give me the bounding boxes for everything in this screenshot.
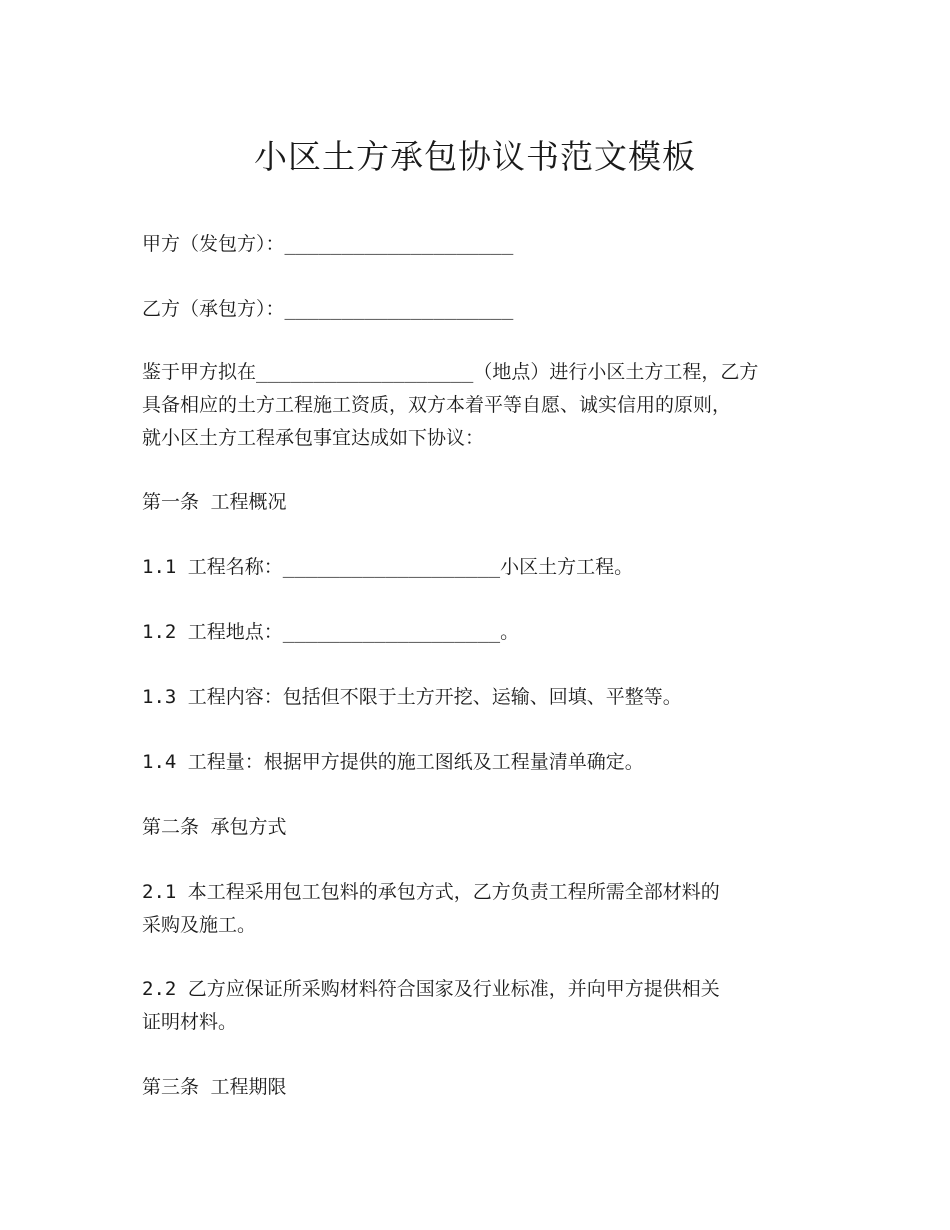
article-3-heading: 第三条 工程期限 xyxy=(142,1076,287,1098)
document-title: 小区土方承包协议书范文模板 xyxy=(254,137,696,176)
article-1-item-4: 1.4 工程量：根据甲方提供的施工图纸及工程量清单确定。 xyxy=(142,751,644,773)
article-1-item-3: 1.3 工程内容：包括但不限于土方开挖、运输、回填、平整等。 xyxy=(142,686,682,708)
article-1-item-1: 1.1 工程名称：___________________小区土方工程。 xyxy=(142,556,634,578)
article-2-item-1-line-1: 2.1 本工程采用包工包料的承包方式，乙方负责工程所需全部材料的 xyxy=(142,881,720,903)
party-a-line: 甲方（发包方）：____________________ xyxy=(142,233,514,255)
party-b-line: 乙方（承包方）：____________________ xyxy=(142,298,514,320)
article-2-item-2-line-2: 证明材料。 xyxy=(142,1011,238,1033)
article-2-heading: 第二条 承包方式 xyxy=(142,816,287,838)
preamble-line-1: 鉴于甲方拟在___________________（地点）进行小区土方工程，乙方 xyxy=(142,361,759,383)
article-2-item-1-line-2: 采购及施工。 xyxy=(142,914,257,936)
preamble-line-3: 就小区土方工程承包事宜达成如下协议： xyxy=(142,427,485,449)
preamble-line-2: 具备相应的土方工程施工资质，双方本着平等自愿、诚实信用的原则， xyxy=(142,394,732,416)
article-1-item-2: 1.2 工程地点：___________________。 xyxy=(142,621,520,643)
article-1-heading: 第一条 工程概况 xyxy=(142,491,287,513)
article-2-item-2-line-1: 2.2 乙方应保证所采购材料符合国家及行业标准，并向甲方提供相关 xyxy=(142,978,720,1000)
